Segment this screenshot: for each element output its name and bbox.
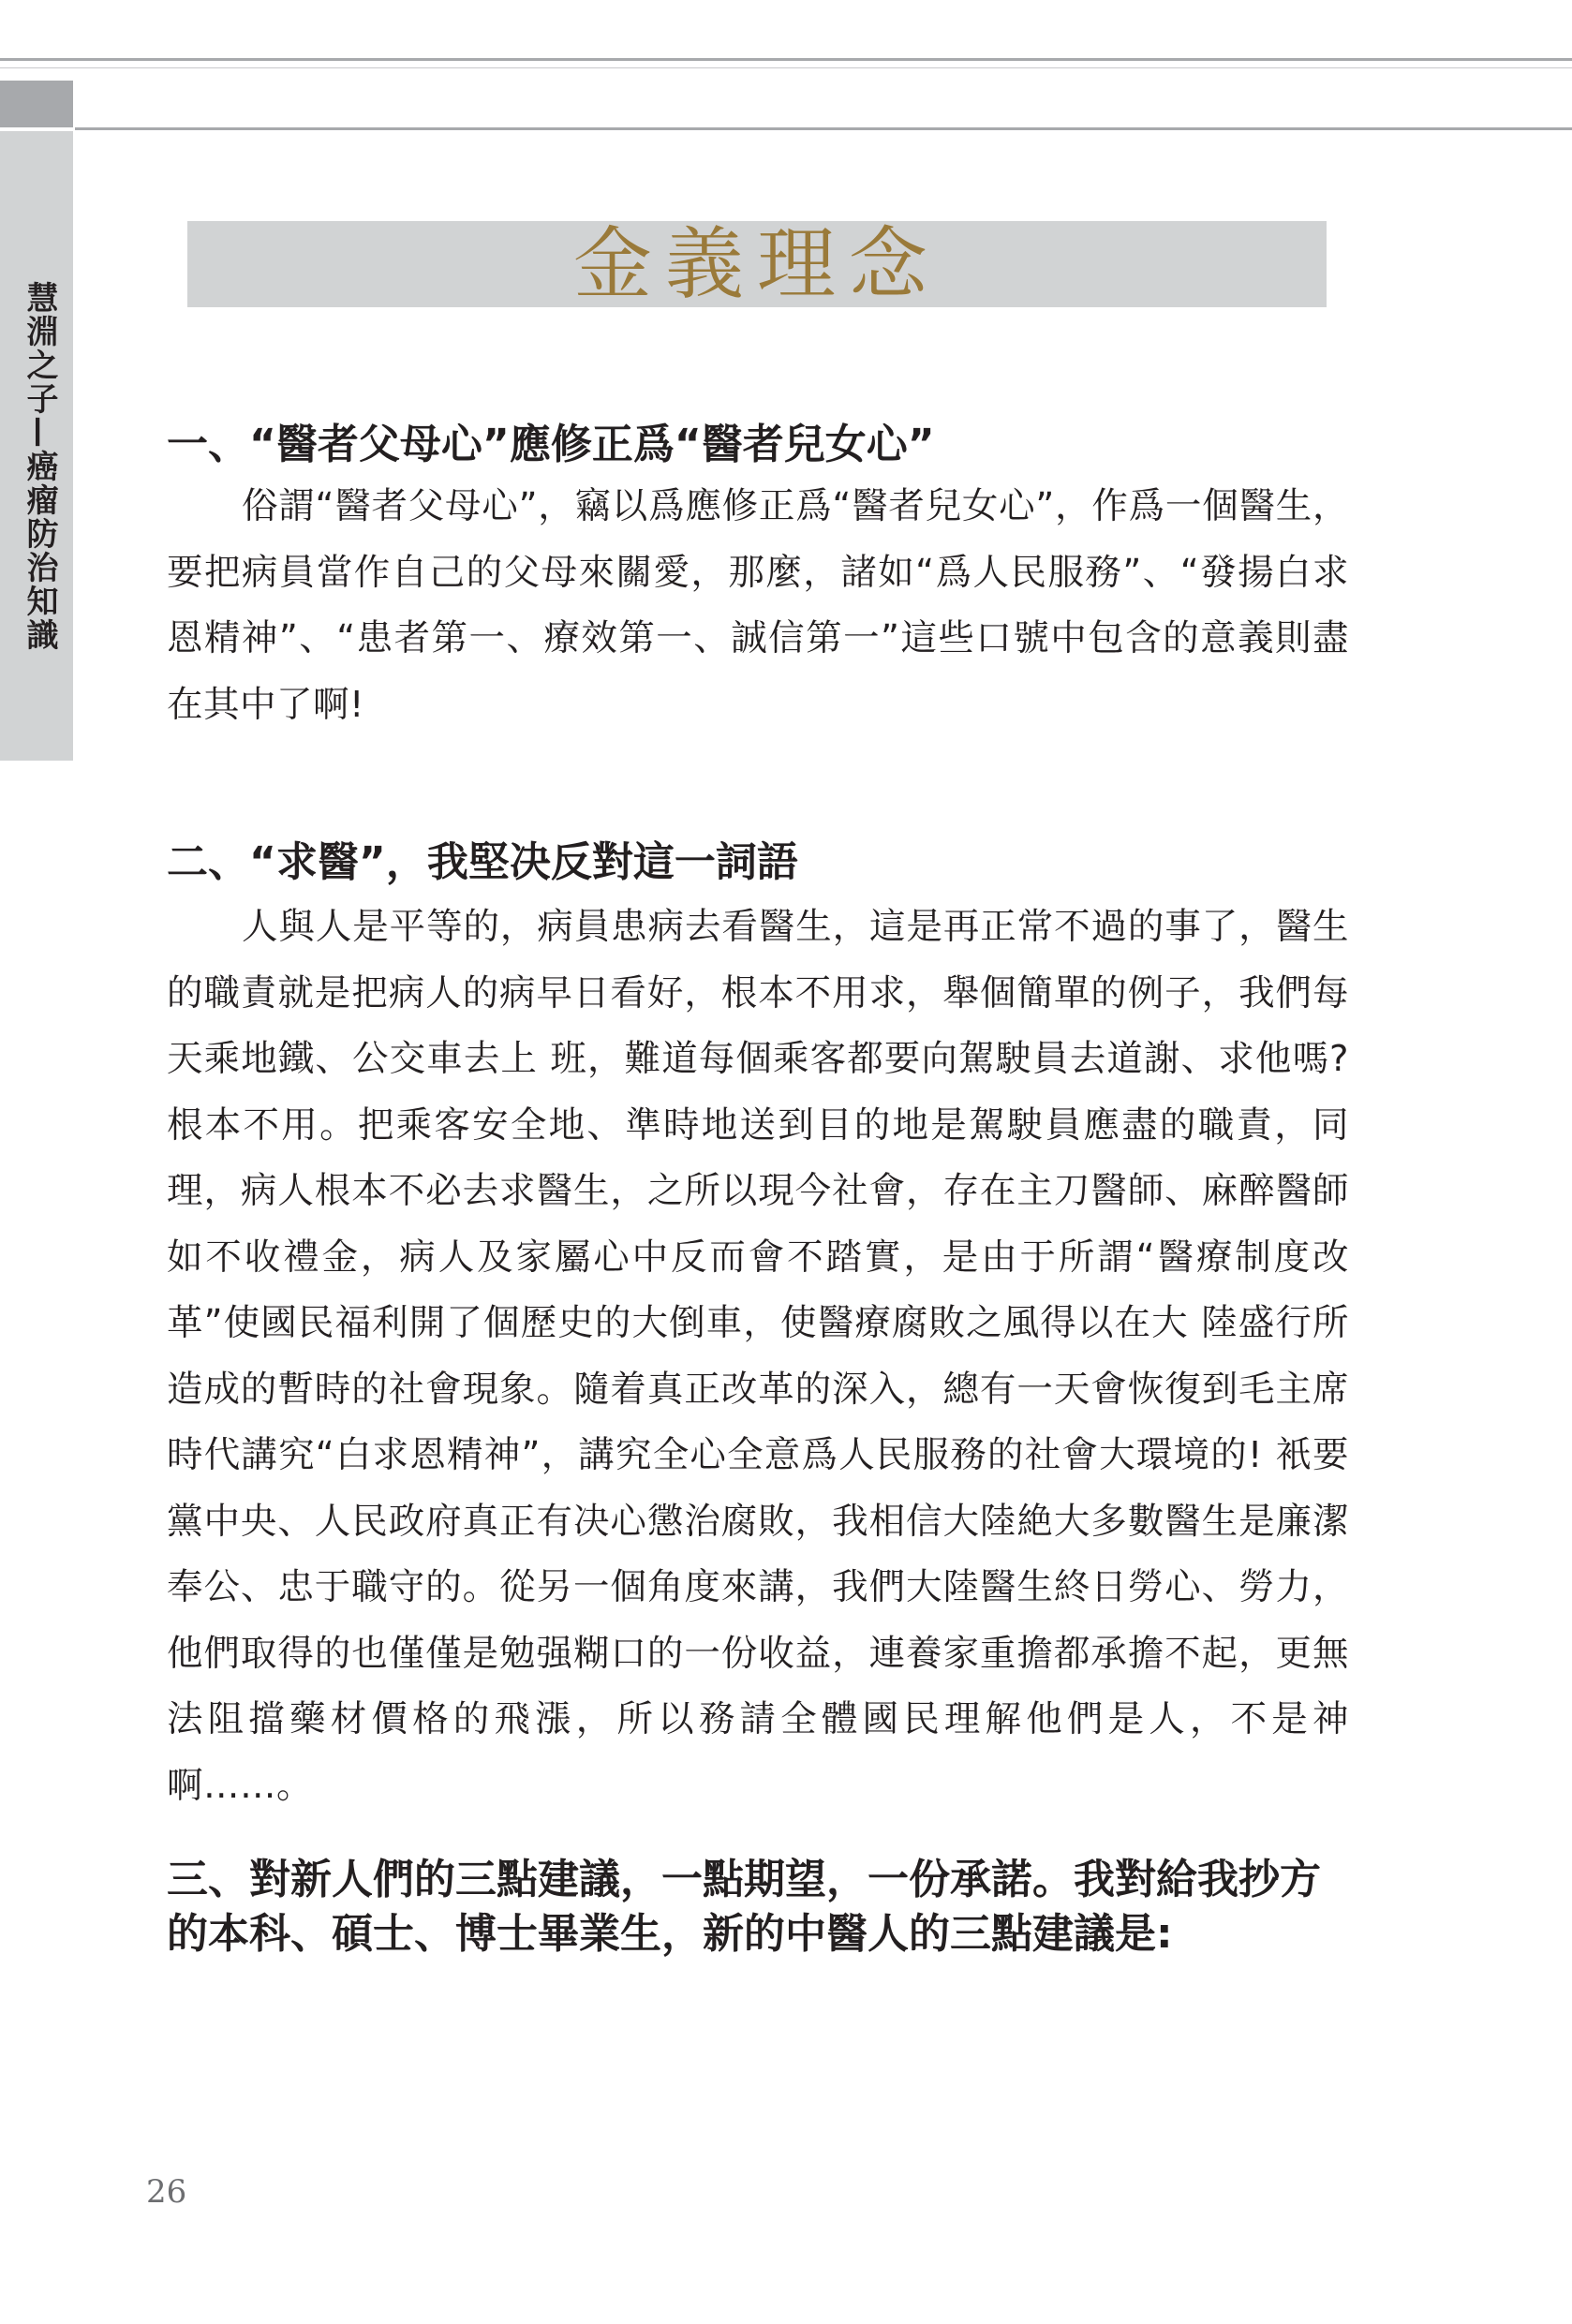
section-3-heading: 三、對新人們的三點建議，一點期望，一份承諾。我對給我抄方的本科、碩士、博士畢業生，新的中醫人的三點建議是: — [167, 1856, 1321, 1958]
chapter-title-box — [187, 218, 1327, 310]
section-2-heading: 二、“求醫”，我堅决反對這一詞語 — [167, 838, 798, 886]
top-rule — [0, 58, 1572, 61]
page-number: 26 — [146, 2173, 187, 2211]
side-tab-corner — [0, 81, 73, 127]
section-1-heading: 一、“醫者父母心”應修正爲“醫者兒女心” — [167, 421, 935, 468]
side-book-title: 慧淵之子—癌瘤防治知識 — [21, 281, 58, 652]
chapter-title: 金義理念 — [572, 218, 941, 310]
top-rule-thin — [0, 67, 1572, 68]
section-1-paragraph: 俗謂“醫者父母心”，竊以爲應修正爲“醫者兒女心”，作爲一個醫生，要把病員當作自己的父母來關愛，那麼，諸如“爲人民服務”、“發揚白求恩精神”、“患者第一、療效第一、誠信第一”這些口號中包含的意義則盡在其中了啊! — [167, 485, 1349, 726]
header-rule — [75, 127, 1572, 130]
section-2-paragraph: 人與人是平等的，病員患病去看醫生，這是再正常不過的事了，醫生的職責就是把病人的病早日看好，根本不用求，舉個簡單的例子，我們每天乘地鐵、公交車去上 班，難道每個乘客都要向駕駛員去道謝、求他嗎? 根本不用。把乘客安全地、準時地送到目的地是駕駛員應盡的職責，同理，病人根本不必去求醫生，之所以現今社會，存在主刀醫師、麻醉醫師如不收禮金，病人及家屬心中反而會不踏實，是由于所謂“醫療制度改革”使國民福利開了個歷史的大倒車，使醫療腐敗之風得以在大 陸盛行所造成的暫時的社會現象。隨着真正改革的深入，總有一天會恢復到毛主席時代講究“白求恩精神”，講究全心全意爲人民服務的社會大環境的! 衹要黨中央、人民政府真正有决心懲治腐敗，我相信大陸絶大多數醫生是廉潔奉公、忠于職守的。從另一個角度來講，我們大陸醫生終日勞心、勞力，他們取得的也僅僅是勉强糊口的一份收益，連養家重擔都承擔不起，更無法阻擋藥材價格的飛漲，所以務請全體國民理解他們是人，不是神啊……。 — [167, 906, 1349, 1807]
